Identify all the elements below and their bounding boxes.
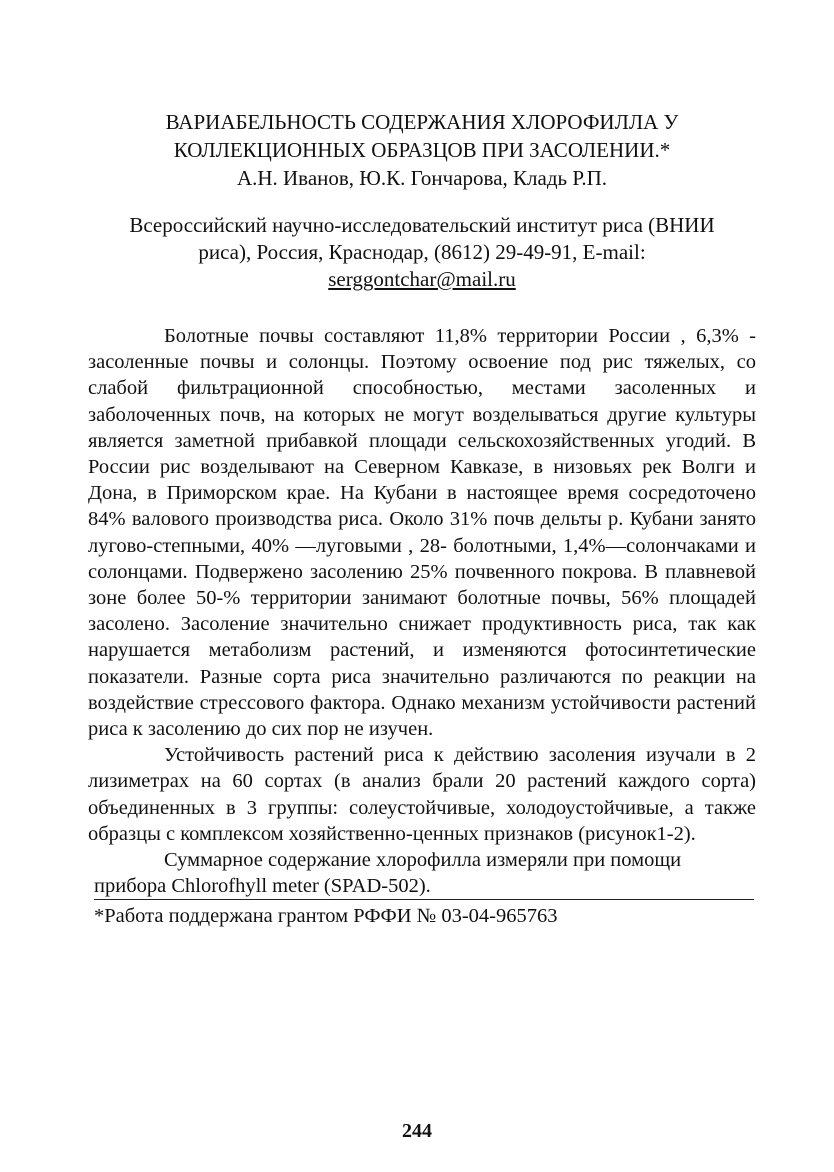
title-line-2: КОЛЛЕКЦИОННЫХ ОБРАЗЦОВ ПРИ ЗАСОЛЕНИИ.* [173, 138, 671, 162]
affiliation-line-1: Всероссийский научно-исследовательский институт риса (ВНИИ [129, 213, 715, 237]
email-link[interactable]: serggontchar@mail.ru [328, 267, 516, 291]
affiliation [88, 212, 756, 293]
page-content [88, 108, 756, 930]
paper-title [88, 108, 756, 164]
paragraph-3-last-line: прибора Chlorofhyll meter (SPAD-502). [94, 873, 754, 900]
paragraph-3: Суммарное содержание хлорофилла измеряли при помощи [164, 849, 682, 872]
affiliation-line-2: риса), Россия, Краснодар, (8612) 29-49-91, E-mail: [198, 240, 646, 264]
paragraph-1: Болотные почвы составляют 11,8% территории России , 6,3% - засоленные почвы и солонцы. Поэтому освоение под рис тяжелых, со слабой фильтрационной способностью, местами засоленных и заболоченных почв, на которых не могут возделываться другие культуры является заметной прибавкой площади сельскохозяйственных угодий. В России рис возделывают на Северном Кавказе, в низовьях рек Волги и Дона, в Приморском крае. На Кубани в настоящее время сосредоточено 84% валового производства риса. Около 31% почв дельты р. Кубани занято лугово-степными, 40% —луговыми , 28- болотными, 1,4%—солончаками и солонцами. Подвержено засолению 25% почвенного покрова. В плавневой зоне более 50-% территории занимают болотные почвы, 56% площадей засолено. Засоление значительно снижает продуктивность риса, так как нарушается метаболизм растений, и изменяются фотосинтетические показатели. Разные сорта риса значительно различаются по реакции на воздействие стрессового фактора. Однако механизм устойчивости растений риса к засолению до сих пор не изучен. [88, 325, 756, 741]
footnote: *Работа поддержана грантом РФФИ № 03-04-965763 [94, 905, 558, 928]
page-number: 244 [402, 1120, 432, 1142]
title-line-1: ВАРИАБЕЛЬНОСТЬ СОДЕРЖАНИЯ ХЛОРОФИЛЛА У [165, 110, 679, 134]
authors: А.Н. Иванов, Ю.К. Гончарова, Кладь Р.П. [236, 166, 608, 190]
paragraph-2: Устойчивость растений риса к действию засоления изучали в 2 лизиметрах на 60 сортах (в анализ брали 20 растений каждого сорта) объединенных в 3 группы: солеустойчивые, холодоустойчивые, а также образцы с комплексом хозяйственно-ценных признаков (рисунок1-2). [88, 744, 756, 845]
body-text [88, 323, 756, 930]
